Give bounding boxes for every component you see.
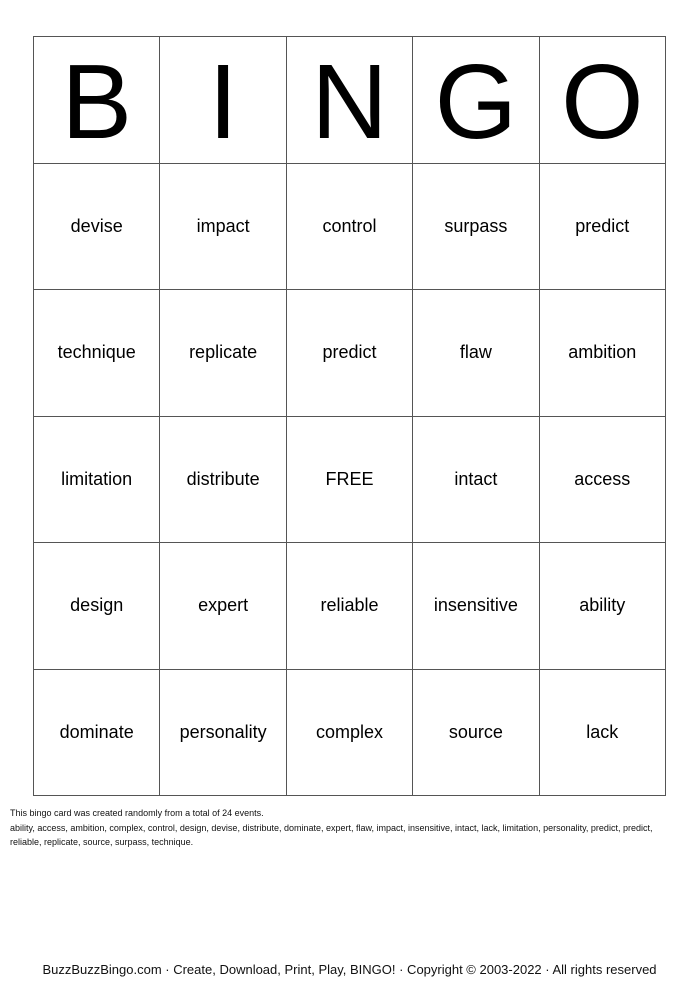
bingo-cell: insensitive: [413, 543, 539, 670]
bingo-cell: complex: [287, 670, 413, 797]
free-space-cell: FREE: [287, 417, 413, 544]
bingo-cell: impact: [160, 164, 286, 291]
card-notes: [10, 806, 695, 850]
bingo-cell: design: [34, 543, 160, 670]
bingo-cell: expert: [160, 543, 286, 670]
bingo-cell: source: [413, 670, 539, 797]
bingo-cell: predict: [540, 164, 666, 291]
bingo-cell: ability: [540, 543, 666, 670]
bingo-cell: lack: [540, 670, 666, 797]
bingo-cell: distribute: [160, 417, 286, 544]
header-letter-i: I: [160, 37, 286, 164]
header-letter-n: N: [287, 37, 413, 164]
bingo-cell: dominate: [34, 670, 160, 797]
bingo-cell: devise: [34, 164, 160, 291]
header-letter-b: B: [34, 37, 160, 164]
notes-summary: This bingo card was created randomly from a total of 24 events.: [10, 808, 264, 818]
bingo-cell: access: [540, 417, 666, 544]
bingo-cell: flaw: [413, 290, 539, 417]
bingo-cell: limitation: [34, 417, 160, 544]
bingo-card: [33, 36, 666, 796]
footer-copyright: BuzzBuzzBingo.com · Create, Download, Print, Play, BINGO! · Copyright © 2003-2022 · All rights reserved: [42, 962, 657, 977]
bingo-cell: technique: [34, 290, 160, 417]
bingo-cell: surpass: [413, 164, 539, 291]
notes-word-list: ability, access, ambition, complex, control, design, devise, distribute, dominate, expert, flaw, impact, insensitive, intact, lack, limitation, personality, predict, predict,: [10, 822, 653, 833]
bingo-cell: personality: [160, 670, 286, 797]
bingo-cell: predict: [287, 290, 413, 417]
header-letter-g: G: [413, 37, 539, 164]
bingo-cell: control: [287, 164, 413, 291]
header-letter-o: O: [540, 37, 666, 164]
bingo-cell: intact: [413, 417, 539, 544]
notes-word-list-continued: reliable, replicate, source, surpass, technique.: [10, 837, 194, 847]
bingo-cell: reliable: [287, 543, 413, 670]
bingo-cell: ambition: [540, 290, 666, 417]
bingo-cell: replicate: [160, 290, 286, 417]
